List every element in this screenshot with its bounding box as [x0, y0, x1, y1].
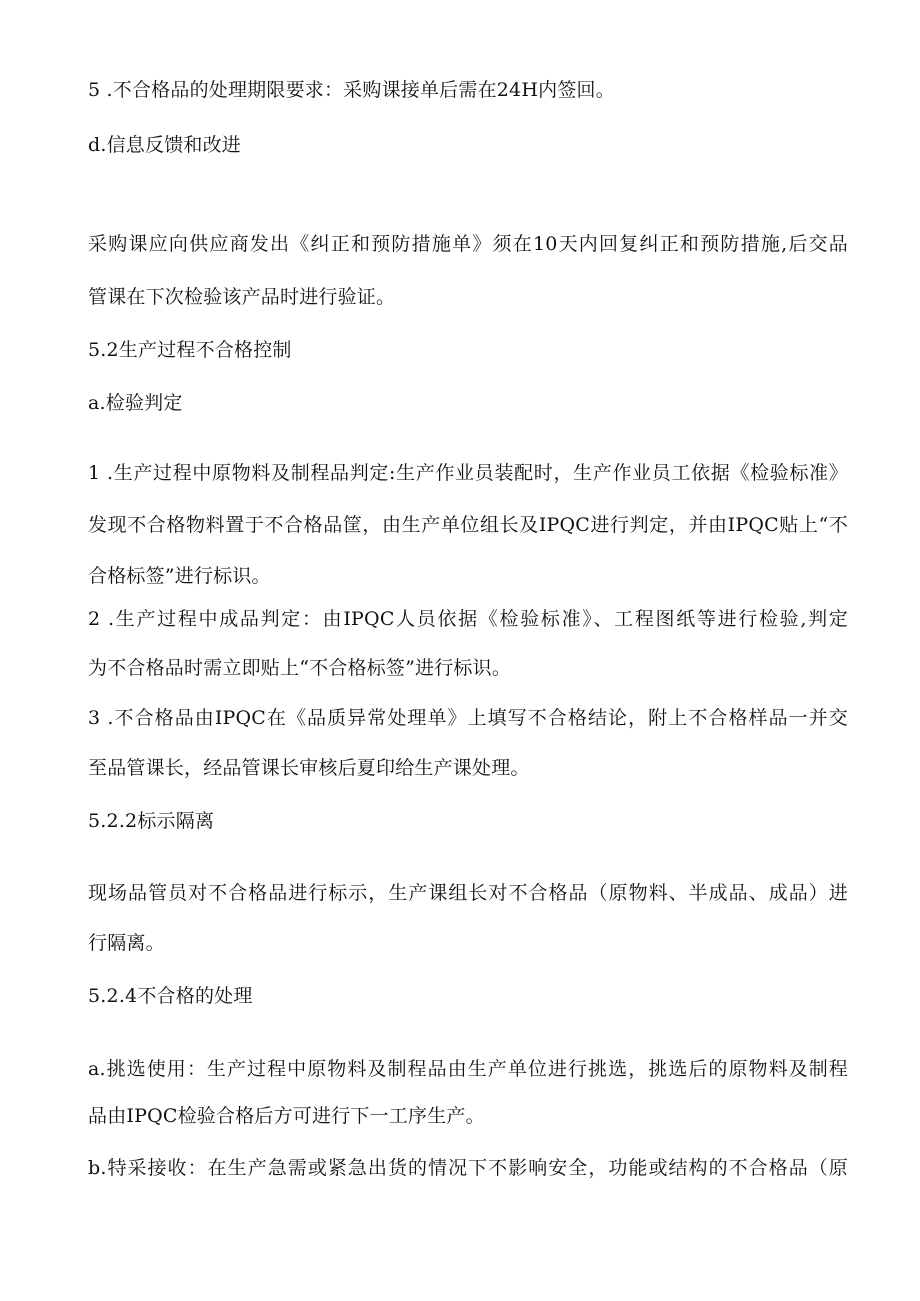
text-line-marking-2: 行隔离。	[88, 932, 165, 954]
text-line-item3-2: 至品管课长，经品管课长审核后夏印给生产课处理。	[88, 757, 530, 779]
heading-inspection-judgment: a.检验判定	[88, 392, 183, 414]
heading-nonconformity-handling: 5.2.4不合格的处理	[88, 985, 253, 1007]
text-line-item1-1: 1 .生产过程中原物料及制程品判定:生产作业员装配时，生产作业员工依据《检验标准》	[88, 462, 848, 484]
heading-feedback-improvement: d.信息反馈和改进	[88, 134, 242, 156]
text-line-corrective-action-1: 采购课应向供应商发出《纠正和预防措施单》须在10天内回复纠正和预防措施,后交品	[88, 233, 848, 255]
text-line-marking-1: 现场品管员对不合格品进行标示，生产课组长对不合格品（原物料、半成品、成品）进	[88, 882, 848, 904]
text-line-disposal-deadline: 5 .不合格品的处理期限要求：采购课接单后需在24H内签回。	[88, 79, 615, 101]
text-line-sorting-2: 品由IPQC检验合格后方可进行下一工序生产。	[88, 1105, 485, 1127]
text-line-item2-1: 2 .生产过程中成品判定：由IPQC人员依据《检验标准》、工程图纸等进行检验,判定	[88, 608, 848, 630]
text-line-item1-3: 合格标签”进行标识。	[88, 565, 271, 587]
text-line-item3-1: 3 .不合格品由IPQC在《品质异常处理单》上填写不合格结论，附上不合格样品一并交	[88, 707, 848, 729]
text-line-special-acceptance: b.特采接收：在生产急需或紧急出货的情况下不影响安全，功能或结构的不合格品（原	[88, 1157, 848, 1179]
text-line-corrective-action-2: 管课在下次检验该产品时进行验证。	[88, 286, 396, 308]
heading-production-nonconformity: 5.2生产过程不合格控制	[88, 339, 292, 361]
text-line-item2-2: 为不合格品时需立即贴上“不合格标签”进行标识。	[88, 657, 512, 679]
heading-marking-isolation: 5.2.2标示隔离	[88, 810, 215, 832]
text-line-item1-2: 发现不合格物料置于不合格品筐，由生产单位组长及IPQC进行判定，并由IPQC贴上“不	[88, 514, 848, 536]
text-line-sorting-1: a.挑选使用：生产过程中原物料及制程品由生产单位进行挑选，挑选后的原物料及制程	[88, 1058, 848, 1080]
